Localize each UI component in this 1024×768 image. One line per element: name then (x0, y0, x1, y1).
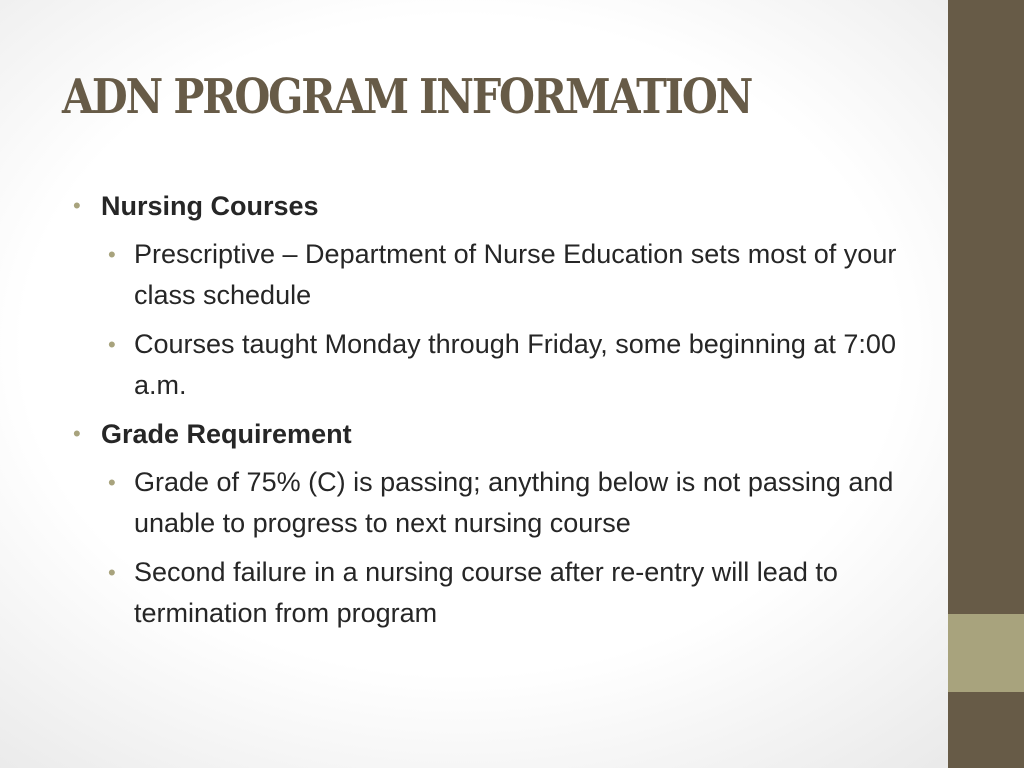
list-item (70, 234, 910, 316)
bullet-list (70, 186, 910, 642)
section-heading-text: Grade Requirement (101, 419, 352, 449)
side-accent-block (948, 614, 1024, 692)
bullet-icon: • (108, 470, 116, 495)
list-item-text: Second failure in a nursing course after re-entry will lead to termination from program (134, 557, 838, 628)
list-item-text: Courses taught Monday through Friday, some beginning at 7:00 a.m. (134, 329, 896, 400)
section-heading-nursing-courses (70, 186, 910, 226)
list-item (70, 552, 910, 634)
list-item (70, 462, 910, 544)
bullet-icon: • (108, 560, 116, 585)
list-item (70, 324, 910, 406)
section-heading-grade-requirement (70, 414, 910, 454)
section-heading-text: Nursing Courses (101, 191, 319, 221)
list-item-text: Grade of 75% (C) is passing; anything below is not passing and unable to progress to next nursing course (134, 467, 894, 538)
bullet-icon: • (73, 193, 81, 218)
bullet-icon: • (108, 242, 116, 267)
slide-title: ADN PROGRAM INFORMATION (62, 69, 752, 125)
bullet-icon: • (73, 421, 81, 446)
bullet-icon: • (108, 332, 116, 357)
list-item-text: Prescriptive – Department of Nurse Education sets most of your class schedule (134, 239, 897, 310)
